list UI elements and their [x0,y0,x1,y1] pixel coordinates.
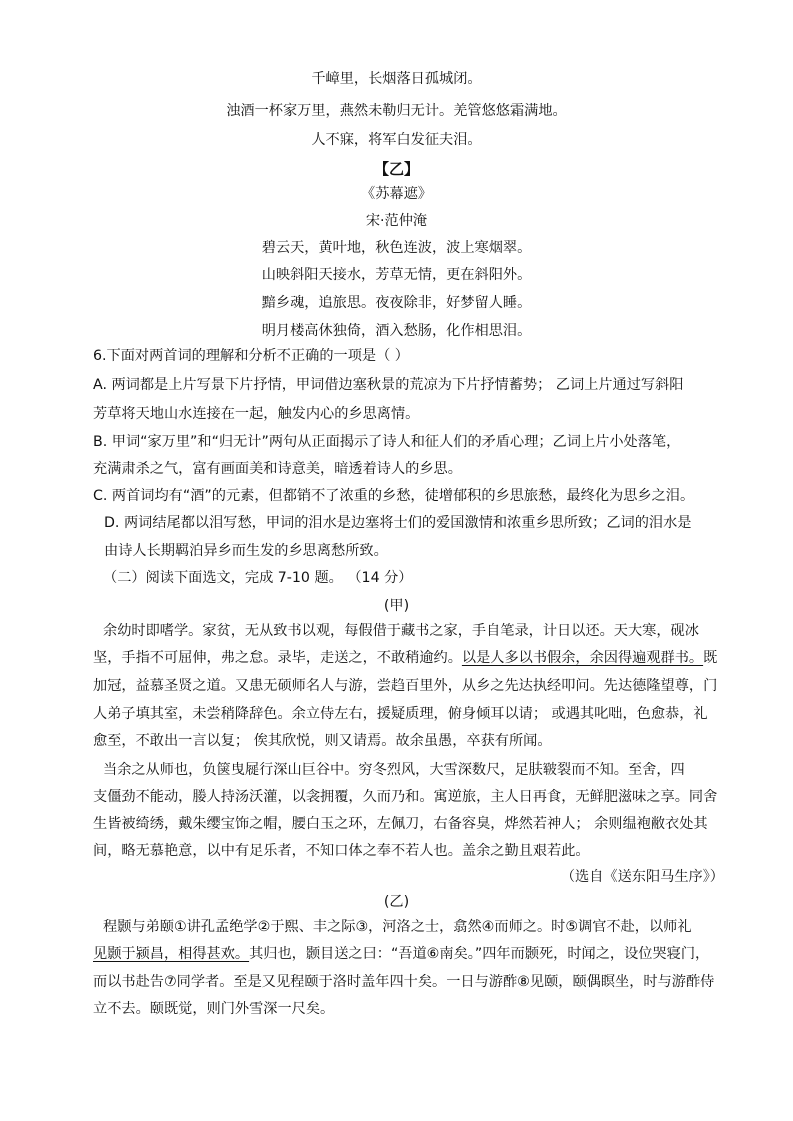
paragraph-line: 坚，手指不可屈伸，弗之怠。录毕，走送之，不敢稍逾约。以是人多以书假余，余因得遍观群书。既 [93,650,718,666]
option-d-cont: 由诗人长期羁泊异乡而生发的乡思离愁所致。 [104,543,388,559]
poem-line: 人不寐，将军白发征夫泪。 [311,132,482,148]
option-b-cont: 充满肃杀之气，富有画面美和诗意美，暗透着诗人的乡思。 [93,461,462,477]
poem-line: 明月楼高休独倚，酒入愁肠，化作相思泪。 [261,323,532,339]
paragraph-line: 立不去。颐既觉，则门外雪深一尺矣。 [93,1001,335,1017]
paragraph-line: 余幼时即嗜学。家贫，无从致书以观，每假借于藏书之家，手自笔录，计日以还。天大寒，砚冰 [103,623,699,639]
paragraph-line: 人弟子填其室，未尝稍降辞色。余立侍左右，援疑质理，俯身倾耳以请； 或遇其叱咄，色愈恭，礼 [93,706,708,722]
option-a-cont: 芳草将天地山水连接在一起，触发内心的乡思离情。 [93,406,420,422]
paragraph-line: 支僵劲不能动，媵人持汤沃灌，以衾拥覆，久而乃和。寓逆旅，主人日再食，无鲜肥滋味之享。同舍 [93,789,718,805]
paragraph-line: 当余之从师也，负箧曳屣行深山巨谷中。穷冬烈风，大雪深数尺，足肤皲裂而不知。至舍，四 [103,762,685,778]
poem-line: 碧云天，黄叶地，秋色连波，波上寒烟翠。 [261,240,532,256]
paragraph-line: 生皆被绮绣，戴朱缨宝饰之帽，腰白玉之环，左佩刀，右备容臭，烨然若神人； 余则缊袍敝衣处其 [93,816,708,832]
paragraph-line: 见颢于颍昌，相得甚欢。其归也，颢目送之曰：“吾道⑥南矣。”四年而颢死，时闻之，设位哭寝门， [93,946,710,962]
poem-title: 《苏幕遮》 [361,186,432,202]
paragraph-line: 愈至，不敢出一言以复； 俟其欣悦，则又请焉。故余虽愚，卒获有所闻。 [93,733,552,749]
paragraph-line: 而以书赴告⑦同学者。至是又见程颐于洛时盖年四十矣。一日与游酢⑧见颐，颐偶瞑坐，时与游酢侍 [93,974,715,990]
underlined-sentence: 见颢于颍昌，相得甚欢。 [93,946,250,962]
option-c: C. 两首词均有“酒”的元素，但都销不了浓重的乡愁，徒增郁积的乡思旅愁，最终化为思乡之泪。 [93,488,695,504]
passage-heading: (甲) [383,598,410,614]
poem-line: 浊酒一杯家万里，燕然未勒归无计。羌管悠悠霜满地。 [226,103,567,119]
poem-line: 千嶂里，长烟落日孤城闭。 [311,71,482,87]
poem-line: 黯乡魂，追旅思。夜夜除非，好梦留人睡。 [261,295,532,311]
source-citation: （选自《送东阳马生序》） [560,869,724,885]
underlined-sentence: 以是人多以书假余，余因得遍观群书。 [461,650,704,666]
poem-author: 宋·范仲淹 [365,213,428,229]
question-stem: 6.下面对两首词的理解和分析不正确的一项是（ ） [93,348,409,364]
paragraph-line: 间，略无慕艳意，以中有足乐者，不知口体之奉不若人也。盖余之勤且艰若此。 [93,843,590,859]
section-heading: 【乙】 [373,160,419,178]
option-d: D. 两词结尾都以泪写愁，甲词的泪水是边塞将士们的爱国激情和浓重乡思所致；乙词的泪水是 [104,515,692,531]
poem-line: 山映斜阳天接水，芳草无情，更在斜阳外。 [261,267,532,283]
paragraph-line: 加冠，益慕圣贤之道。又患无硕师名人与游，尝趋百里外，从乡之先达执经叩问。先达德隆望尊，门 [93,678,718,694]
option-a: A. 两词都是上片写景下片抒情，甲词借边塞秋景的荒凉为下片抒情蓄势； 乙词上片通过写斜阳 [93,377,684,393]
passage-heading: (乙) [383,894,410,910]
paragraph-line: 程颢与弟颐①讲孔孟绝学②于熙、丰之际③，河洛之士，翕然④而师之。时⑤调官不赴，以师礼 [103,919,692,935]
section-intro: （二）阅读下面选文，完成 7-10 题。 （14 分） [103,570,413,586]
option-b: B. 甲词“家万里”和“归无计”两句从正面揭示了诗人和征人们的矛盾心理；乙词上片小处落笔， [93,434,681,450]
